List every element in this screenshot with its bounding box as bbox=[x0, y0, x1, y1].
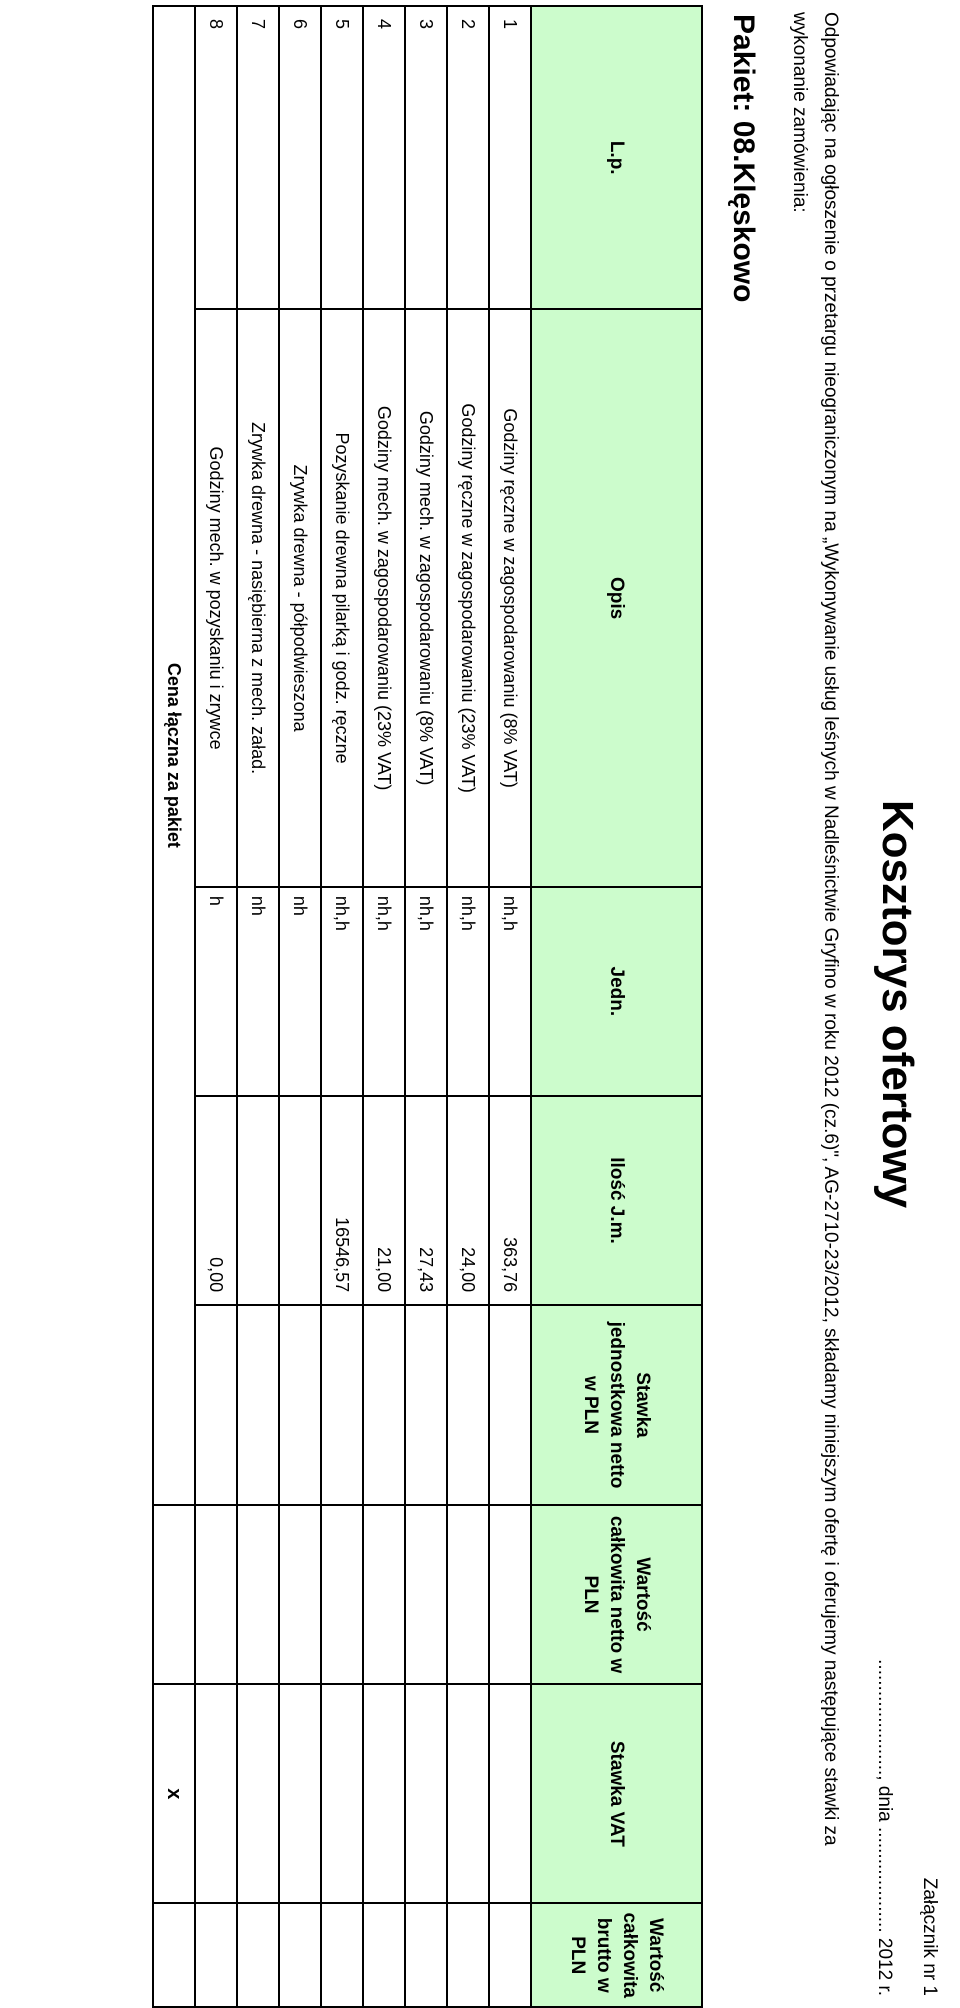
row-quantity: 27,43 bbox=[405, 1096, 447, 1305]
row-net-value-cell[interactable] bbox=[321, 1505, 363, 1685]
total-gross-value-cell[interactable] bbox=[153, 1903, 195, 2007]
row-vat-rate-cell[interactable] bbox=[405, 1684, 447, 1903]
row-number: 8 bbox=[195, 6, 237, 309]
row-quantity: 24,00 bbox=[447, 1096, 489, 1305]
row-description: Zrywka drewna - półpodwieszona bbox=[279, 309, 321, 886]
table-row bbox=[363, 6, 405, 2007]
row-unit: nh,h bbox=[405, 887, 447, 1096]
row-quantity: 21,00 bbox=[363, 1096, 405, 1305]
row-gross-value-cell[interactable] bbox=[279, 1903, 321, 2007]
col-header-jedn: Jedn. bbox=[531, 887, 702, 1096]
row-gross-value-cell[interactable] bbox=[195, 1903, 237, 2007]
row-gross-value-cell[interactable] bbox=[363, 1903, 405, 2007]
col-header-ilosc: Ilość J.m. bbox=[531, 1096, 702, 1305]
table-row bbox=[447, 6, 489, 2007]
row-gross-value-cell[interactable] bbox=[489, 1903, 531, 2007]
row-net-value-cell[interactable] bbox=[237, 1505, 279, 1685]
row-number: 2 bbox=[447, 6, 489, 309]
row-unit: nh bbox=[237, 887, 279, 1096]
attachment-label: Załącznik nr 1 bbox=[919, 1877, 940, 1996]
col-header-gross-value: Wartość całkowita brutto w PLN bbox=[531, 1903, 702, 2007]
cost-table bbox=[152, 5, 703, 2008]
row-quantity: 0,00 bbox=[195, 1096, 237, 1305]
row-vat-rate-cell[interactable] bbox=[363, 1684, 405, 1903]
row-net-value-cell[interactable] bbox=[195, 1505, 237, 1685]
row-number: 4 bbox=[363, 6, 405, 309]
row-unit-rate-cell[interactable] bbox=[363, 1305, 405, 1505]
col-header-net-value: Wartość całkowita netto w PLN bbox=[531, 1505, 702, 1685]
row-quantity: 16546,57 bbox=[321, 1096, 363, 1305]
row-vat-rate-cell[interactable] bbox=[237, 1684, 279, 1903]
row-number: 7 bbox=[237, 6, 279, 309]
row-net-value-cell[interactable] bbox=[405, 1505, 447, 1685]
row-net-value-cell[interactable] bbox=[363, 1505, 405, 1685]
row-number: 3 bbox=[405, 6, 447, 309]
package-heading: Pakiet: 08.Klęskowo bbox=[727, 14, 760, 303]
date-line: ......................, dnia .................... 2012 r. bbox=[874, 1659, 895, 1996]
row-unit: nh,h bbox=[447, 887, 489, 1096]
row-net-value-cell[interactable] bbox=[489, 1505, 531, 1685]
row-unit-rate-cell[interactable] bbox=[489, 1305, 531, 1505]
row-unit-rate-cell[interactable] bbox=[447, 1305, 489, 1505]
row-description: Godziny mech. w zagospodarowaniu (8% VAT) bbox=[405, 309, 447, 886]
col-header-lp: L.p. bbox=[531, 6, 702, 309]
col-header-vat-rate: Stawka VAT bbox=[531, 1684, 702, 1903]
row-gross-value-cell[interactable] bbox=[237, 1903, 279, 2007]
row-unit: nh,h bbox=[489, 887, 531, 1096]
row-quantity: 363,76 bbox=[489, 1096, 531, 1305]
row-vat-rate-cell[interactable] bbox=[489, 1684, 531, 1903]
table-header-row bbox=[531, 6, 702, 2007]
col-header-opis: Opis bbox=[531, 309, 702, 886]
row-unit: nh bbox=[279, 887, 321, 1096]
total-row bbox=[153, 6, 195, 2007]
total-net-value-cell[interactable] bbox=[153, 1505, 195, 1685]
table-row bbox=[195, 6, 237, 2007]
table-row bbox=[279, 6, 321, 2007]
total-label: Cena łączna za pakiet bbox=[153, 6, 195, 1505]
row-description: Zrywka drewna - nasiębierna z mech. załad. bbox=[237, 309, 279, 886]
row-vat-rate-cell[interactable] bbox=[321, 1684, 363, 1903]
row-unit-rate-cell[interactable] bbox=[405, 1305, 447, 1505]
table-row bbox=[405, 6, 447, 2007]
row-unit-rate-cell[interactable] bbox=[237, 1305, 279, 1505]
row-gross-value-cell[interactable] bbox=[321, 1903, 363, 2007]
row-number: 1 bbox=[489, 6, 531, 309]
row-net-value-cell[interactable] bbox=[447, 1505, 489, 1685]
row-quantity bbox=[279, 1096, 321, 1305]
row-number: 6 bbox=[279, 6, 321, 309]
row-vat-rate-cell[interactable] bbox=[447, 1684, 489, 1903]
row-quantity bbox=[237, 1096, 279, 1305]
row-net-value-cell[interactable] bbox=[279, 1505, 321, 1685]
row-unit-rate-cell[interactable] bbox=[279, 1305, 321, 1505]
row-description: Pozyskanie drewna pilarką i godz. ręczne bbox=[321, 309, 363, 886]
row-vat-rate-cell[interactable] bbox=[195, 1684, 237, 1903]
intro-text: Odpowiadając na ogłoszenie o przetargu nieograniczonym na „Wykonywanie usług leśnych w Nadleśnictwie Gryfino w roku 2012 (cz.6)", AG-2710-23/2012, składamy niniejszym ofertę i oferujemy następujące stawki za wykonanie zamówienia: bbox=[789, 12, 841, 1846]
row-vat-rate-cell[interactable] bbox=[279, 1684, 321, 1903]
table-row bbox=[321, 6, 363, 2007]
total-vat-mark: x bbox=[153, 1684, 195, 1903]
row-description: Godziny ręczne w zagospodarowaniu (23% VAT) bbox=[447, 309, 489, 886]
table-row bbox=[237, 6, 279, 2007]
row-gross-value-cell[interactable] bbox=[447, 1903, 489, 2007]
page-title: Kosztorys ofertowy bbox=[873, 799, 922, 1209]
table-row bbox=[489, 6, 531, 2007]
row-number: 5 bbox=[321, 6, 363, 309]
row-unit-rate-cell[interactable] bbox=[321, 1305, 363, 1505]
row-unit: nh,h bbox=[363, 887, 405, 1096]
row-unit: nh,h bbox=[321, 887, 363, 1096]
row-unit: h bbox=[195, 887, 237, 1096]
row-description: Godziny mech. w zagospodarowaniu (23% VAT) bbox=[363, 309, 405, 886]
row-unit-rate-cell[interactable] bbox=[195, 1305, 237, 1505]
row-gross-value-cell[interactable] bbox=[405, 1903, 447, 2007]
col-header-unit-rate: Stawka jednostkowa netto w PLN bbox=[531, 1305, 702, 1505]
row-description: Godziny ręczne w zagospodarowaniu (8% VAT) bbox=[489, 309, 531, 886]
row-description: Godziny mech. w pozyskaniu i zrywce bbox=[195, 309, 237, 886]
